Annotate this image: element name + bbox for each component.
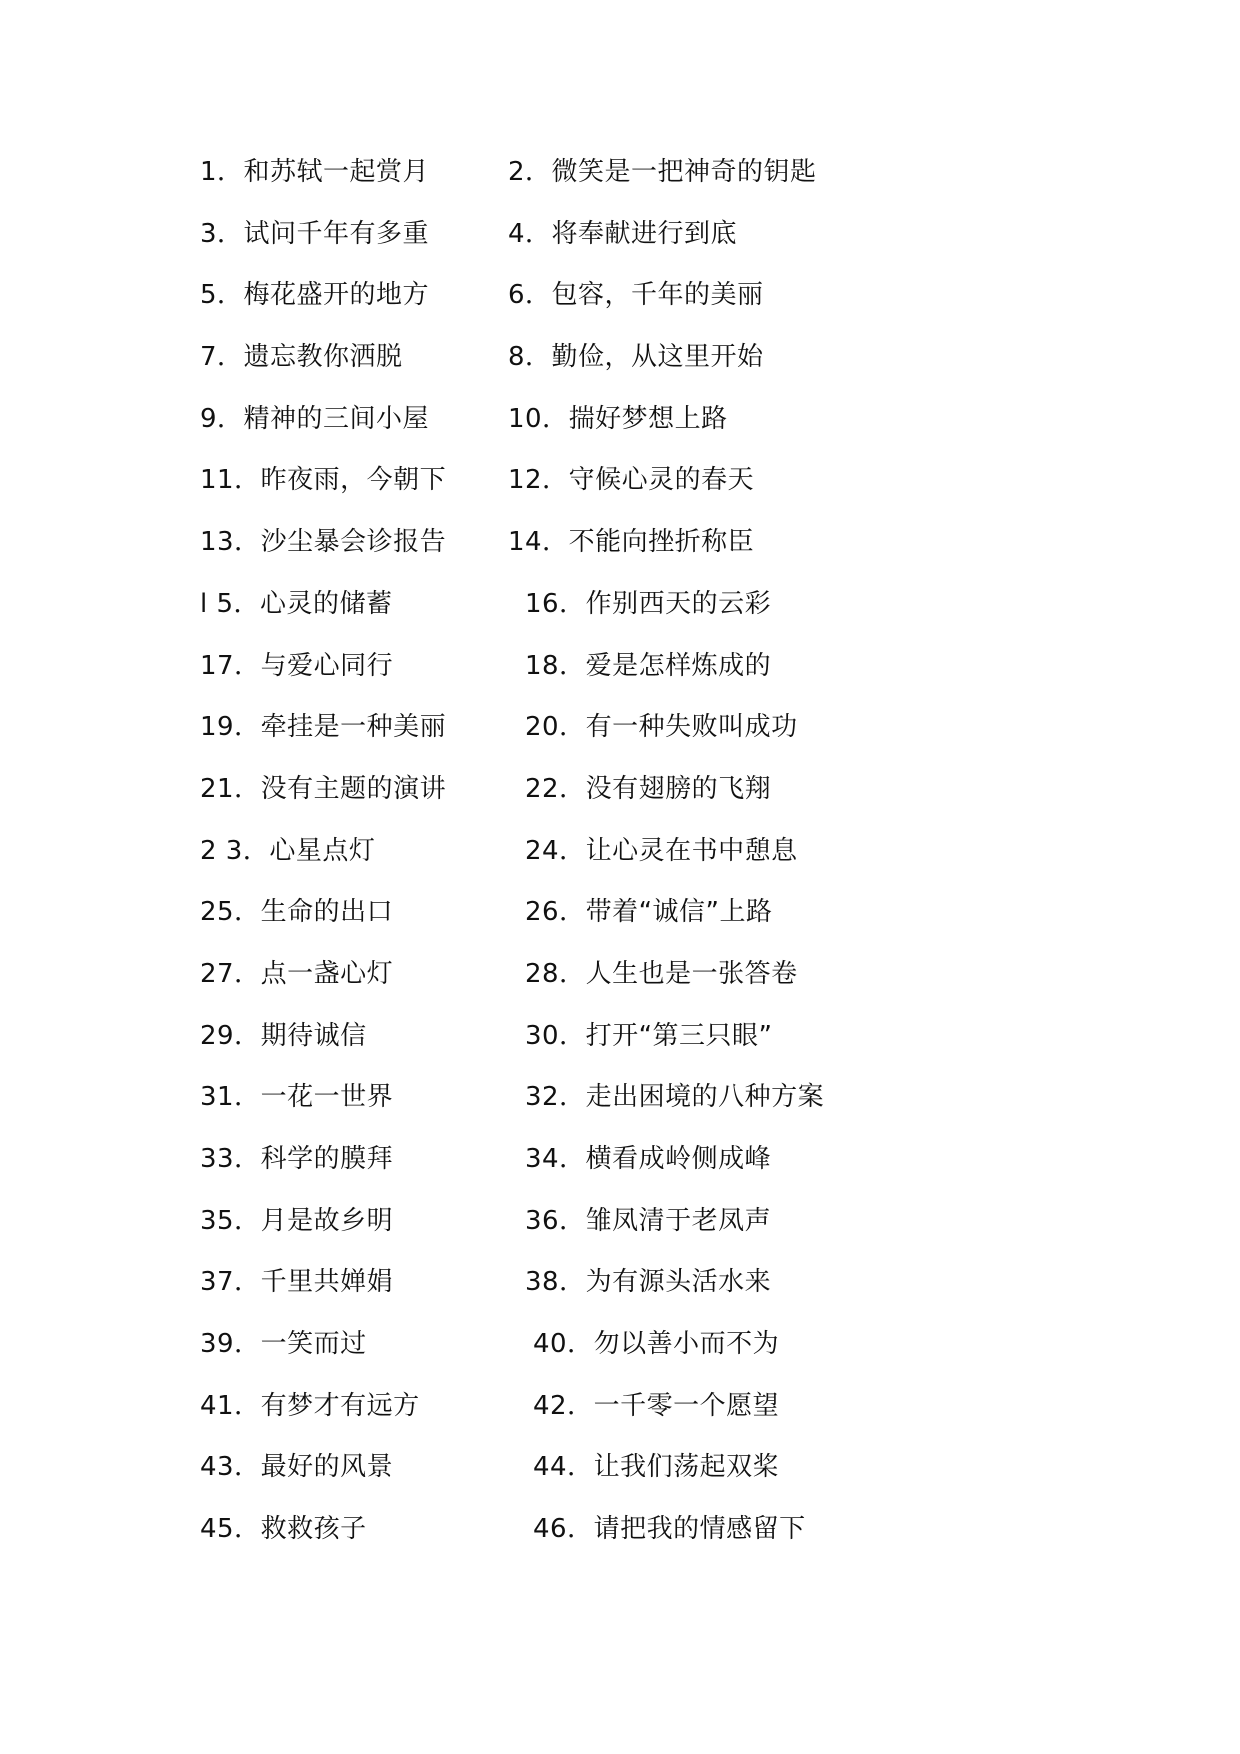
title-row [200,463,1040,525]
title-item: 38．为有源头活水来 [525,1267,772,1298]
title-item: 26．带着“诚信”上路 [525,897,773,928]
essay-title-list [200,155,1040,1574]
title-row [200,217,1040,279]
title-row [200,772,1040,834]
title-item: 14．不能向挫折称臣 [508,527,755,558]
title-row [200,957,1040,1019]
title-item: 2 3．心星点灯 [200,835,376,866]
title-row [200,710,1040,772]
title-row [200,1389,1040,1451]
title-item: 9．精神的三间小屋 [200,403,430,434]
title-row [200,1450,1040,1512]
title-row [200,1327,1040,1389]
title-row [200,649,1040,711]
title-item: 20．有一种失败叫成功 [525,712,798,743]
title-item: 6．包容，千年的美丽 [508,280,764,311]
title-item: 1．和苏轼一起赏月 [200,157,430,187]
title-item: 29．期待诚信 [200,1020,367,1051]
title-item: 46．请把我的情感留下 [533,1514,806,1545]
title-item: 32．走出困境的八种方案 [525,1082,825,1113]
title-row [200,1019,1040,1081]
title-row [200,1512,1040,1574]
title-item: 17．与爱心同行 [200,650,394,681]
title-item: 25．生命的出口 [200,897,394,928]
title-item: 3．试问千年有多重 [200,218,430,249]
title-item: 45．救救孩子 [200,1514,367,1545]
title-item: 13．沙尘暴会诊报告 [200,527,447,558]
title-item: 4．将奉献进行到底 [508,218,738,249]
title-row [200,1204,1040,1266]
title-item: 22．没有翅膀的飞翔 [525,773,772,804]
title-item: 37．千里共婵娟 [200,1267,394,1298]
title-item: 33．科学的膜拜 [200,1144,394,1174]
title-item: 5．梅花盛开的地方 [200,280,430,311]
title-item: 2．微笑是一把神奇的钥匙 [508,157,817,187]
title-row [200,402,1040,464]
title-item: 12．守候心灵的春天 [508,465,755,496]
title-row [200,895,1040,957]
title-row [200,587,1040,649]
title-item: 24．让心灵在书中憩息 [525,835,798,866]
title-item: 10．揣好梦想上路 [508,403,728,434]
title-row [200,525,1040,587]
title-item: 44．让我们荡起双桨 [533,1452,780,1483]
title-item: 43．最好的风景 [200,1452,394,1483]
title-row [200,1142,1040,1204]
title-item: 31．一花一世界 [200,1082,394,1113]
title-item: 28．人生也是一张答卷 [525,958,798,989]
title-item: 11．昨夜雨，今朝下 [200,465,447,496]
title-row [200,340,1040,402]
title-row [200,155,1040,217]
title-item: 39．一笑而过 [200,1329,367,1360]
title-row [200,1080,1040,1142]
title-item: 42．一千零一个愿望 [533,1390,780,1421]
title-item: 34．横看成岭侧成峰 [525,1144,772,1174]
title-item: l 5．心灵的储蓄 [200,588,393,619]
title-item: 30．打开“第三只眼” [525,1020,773,1051]
title-item: 19．牵挂是一种美丽 [200,712,447,743]
title-item: 16．作别西天的云彩 [525,588,772,619]
title-item: 35．月是故乡明 [200,1205,394,1236]
title-row [200,1265,1040,1327]
title-item: 36．雏凤清于老凤声 [525,1205,772,1236]
title-item: 8．勤俭，从这里开始 [508,342,764,373]
title-item: 41．有梦才有远方 [200,1390,420,1421]
title-row [200,834,1040,896]
title-item: 18．爱是怎样炼成的 [525,650,772,681]
title-item: 27．点一盏心灯 [200,958,394,989]
title-row [200,278,1040,340]
title-item: 21．没有主题的演讲 [200,773,447,804]
title-item: 7．遗忘教你洒脱 [200,342,403,373]
title-item: 40．勿以善小而不为 [533,1329,780,1360]
